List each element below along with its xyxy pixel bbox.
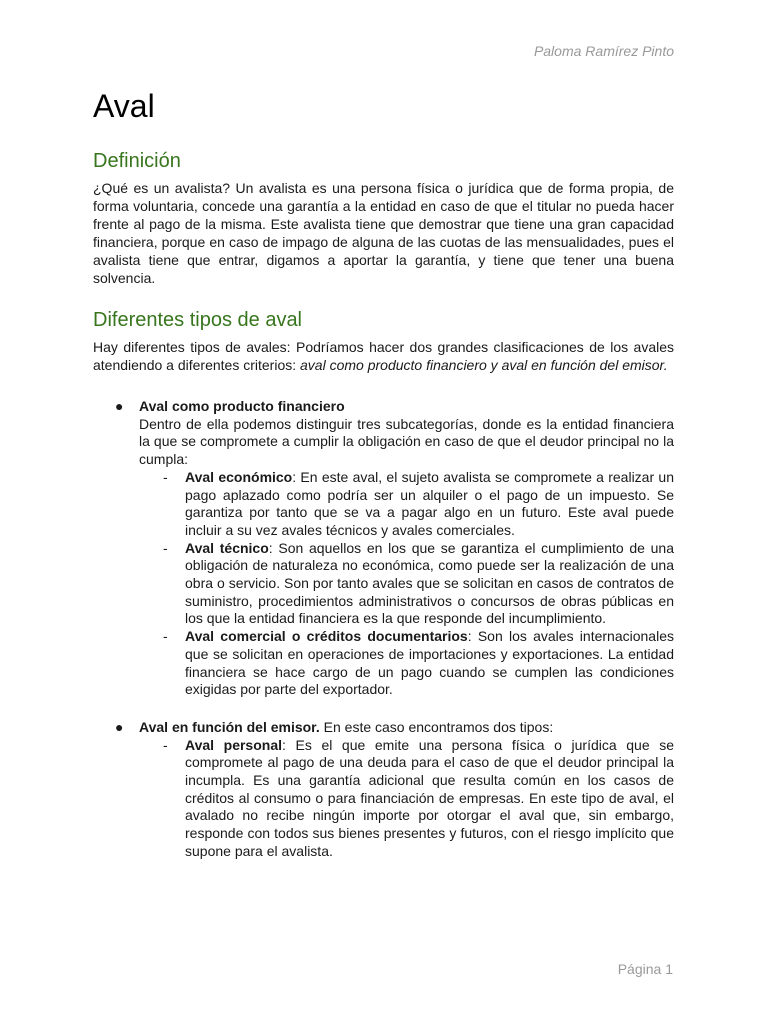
bullet-icon: ● xyxy=(115,718,124,735)
subitem-text: : Son los avales internacionales que se solicitan en operaciones de importaciones y exportaciones. La entidad financiera se hace cargo de un pago cuando se cumplen las condiciones exigidas por parte del exportador. xyxy=(185,628,674,698)
paragraph-tipos-intro xyxy=(93,338,674,374)
intro-text: Hay diferentes tipos de avales: Podríamos hacer dos grandes clasificaciones de los avales atendiendo a diferentes criterios: xyxy=(93,339,674,373)
dash-icon: - xyxy=(163,468,168,485)
aval-types-list xyxy=(93,398,674,861)
subitem-aval-tecnico xyxy=(93,540,674,629)
bullet-icon: ● xyxy=(115,398,124,414)
document-title: Aval xyxy=(93,88,155,124)
page-number: Página 1 xyxy=(617,961,673,977)
subitem-title: Aval personal xyxy=(185,736,283,753)
list-item-title: Aval en función del emisor. xyxy=(139,718,320,735)
dash-icon: - xyxy=(163,736,168,753)
subitem-title: Aval comercial o créditos documentarios xyxy=(185,628,468,645)
list-item-body xyxy=(139,398,674,469)
subitem-text: : Es el que emite una persona física o jurídica que se compromete al pago de una deuda para el caso de que el deudor principal la incumpla. Es una garantía adicional que resulta común en los casos de créditos al consumo o para financiación de empresas. En este tipo de aval, el avalado no recibe ningún importe por otorgar el aval que, sin embargo, responde con todos sus bienes presentes y futuros, con el riesgo implícito que supone para el avalista. xyxy=(185,736,674,859)
list-item-funcion-emisor xyxy=(93,719,674,861)
subitem-text: : En este aval, el sujeto avalista se compromete a realizar un pago aplazado como podría ser un alquiler o el pago de un impuesto. Se garantiza por tanto que se va a pagar algo en un futuro. Este aval puede incluir a su vez avales técnicos y avales comerciales. xyxy=(185,468,674,538)
list-item-producto-financiero xyxy=(93,398,674,699)
heading-tipos: Diferentes tipos de aval xyxy=(93,309,303,331)
list-item-body xyxy=(139,719,674,737)
subitem-title: Aval económico xyxy=(185,468,293,485)
dash-icon: - xyxy=(163,628,168,645)
list-item-description: Dentro de ella podemos distinguir tres subcategorías, donde es la entidad financiera la que se compromete a cumplir la obligación en caso de que el deudor principal no la cumpla: xyxy=(139,415,674,468)
header-author: Paloma Ramírez Pinto xyxy=(533,43,674,59)
subitem-title: Aval técnico xyxy=(185,539,269,556)
subitem-aval-economico xyxy=(93,469,674,540)
subitem-aval-personal xyxy=(93,737,674,861)
subitem-text: : Son aquellos en los que se garantiza el cumplimiento de una obligación de naturaleza no económica, como puede ser la realización de una obra o servicio. Son por tanto avales que se solicitan en casos de contratos de suministro, procedimientos administrativos o concursos de obras públicas en los que la entidad financiera es la que responde del incumplimiento. xyxy=(185,539,674,627)
list-item-title: Aval como producto financiero xyxy=(139,398,345,414)
heading-definicion: Definición xyxy=(93,150,181,172)
document-body xyxy=(93,86,674,861)
intro-italic-text: aval como producto financiero y aval en función del emisor. xyxy=(300,357,668,373)
subitem-aval-comercial xyxy=(93,628,674,699)
dash-icon: - xyxy=(163,539,168,556)
paragraph-definicion: ¿Qué es un avalista? Un avalista es una persona física o jurídica que de forma propia, de forma voluntaria, concede una garantía a la entidad en caso de que el titular no pueda hacer frente al pago de la misma. Este avalista tiene que demostrar que tiene una gran capacidad financiera, porque en caso de impago de alguna de las cuotas de las mensualidades, pues el avalista tiene que entrar, digamos a aportar la garantía, y tiene que tener una buena solvencia. xyxy=(93,180,674,286)
list-item-description: En este caso encontramos dos tipos: xyxy=(319,718,554,735)
